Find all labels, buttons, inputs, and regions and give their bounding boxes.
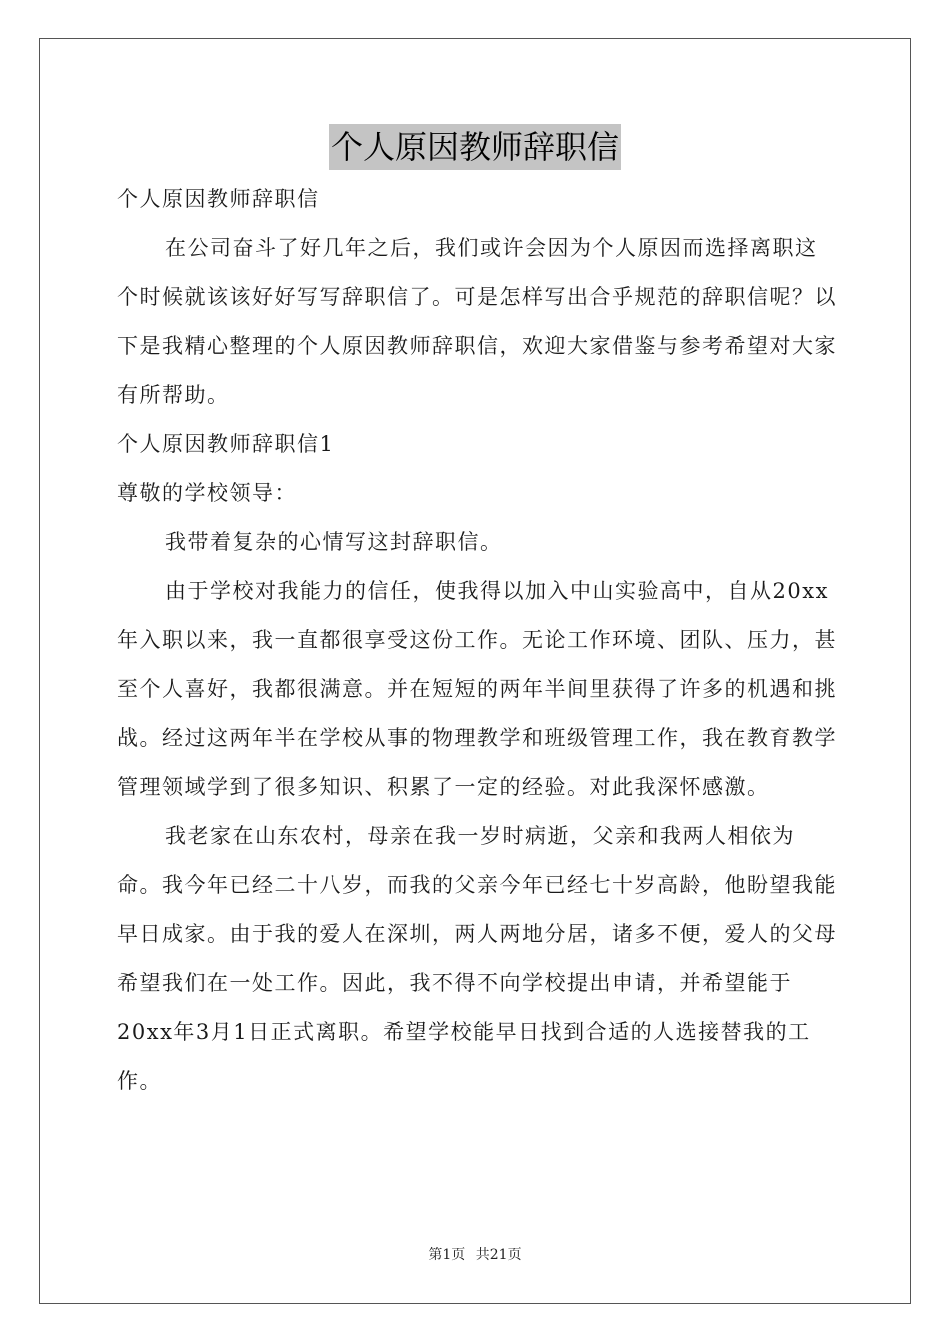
subtitle-paragraph: 个人原因教师辞职信: [117, 187, 320, 211]
document-body: [117, 175, 837, 1106]
body-paragraph: 由于学校对我能力的信任，使我得以加入中山实验高中，自从20xx年入职以来，我一直都很享受这份工作。无论工作环境、团队、压力，甚至个人喜好，我都很满意。并在短短的两年半间里获得了许多的机遇和挑战。经过这两年半在学校从事的物理教学和班级管理工作，我在教育教学管理领域学到了很多知识、积累了一定的经验。对此我深怀感激。: [117, 579, 837, 799]
page-number: 第1页: [428, 1247, 466, 1263]
body-paragraph: 我带着复杂的心情写这封辞职信。: [165, 530, 503, 554]
page-total: 共21页: [475, 1247, 522, 1263]
page-footer: [0, 1244, 950, 1264]
body-paragraph: 我老家在山东农村，母亲在我一岁时病逝，父亲和我两人相依为命。我今年已经二十八岁，而我的父亲今年已经七十岁高龄，他盼望我能早日成家。由于我的爱人在深圳，两人两地分居，诸多不便，爱人的父母希望我们在一处工作。因此，我不得不向学校提出申请，并希望能于20xx年3月1日正式离职。希望学校能早日找到合适的人选接替我的工作。: [117, 824, 837, 1093]
title-container: [0, 124, 950, 170]
section-heading: 个人原因教师辞职信1: [117, 432, 335, 456]
intro-paragraph: 在公司奋斗了好几年之后，我们或许会因为个人原因而选择离职这个时候就该该好好写写辞职信了。可是怎样写出合乎规范的辞职信呢？以下是我精心整理的个人原因教师辞职信，欢迎大家借鉴与参考希望对大家有所帮助。: [117, 236, 837, 407]
document-title: 个人原因教师辞职信: [329, 124, 621, 170]
salutation: 尊敬的学校领导：: [117, 481, 297, 505]
